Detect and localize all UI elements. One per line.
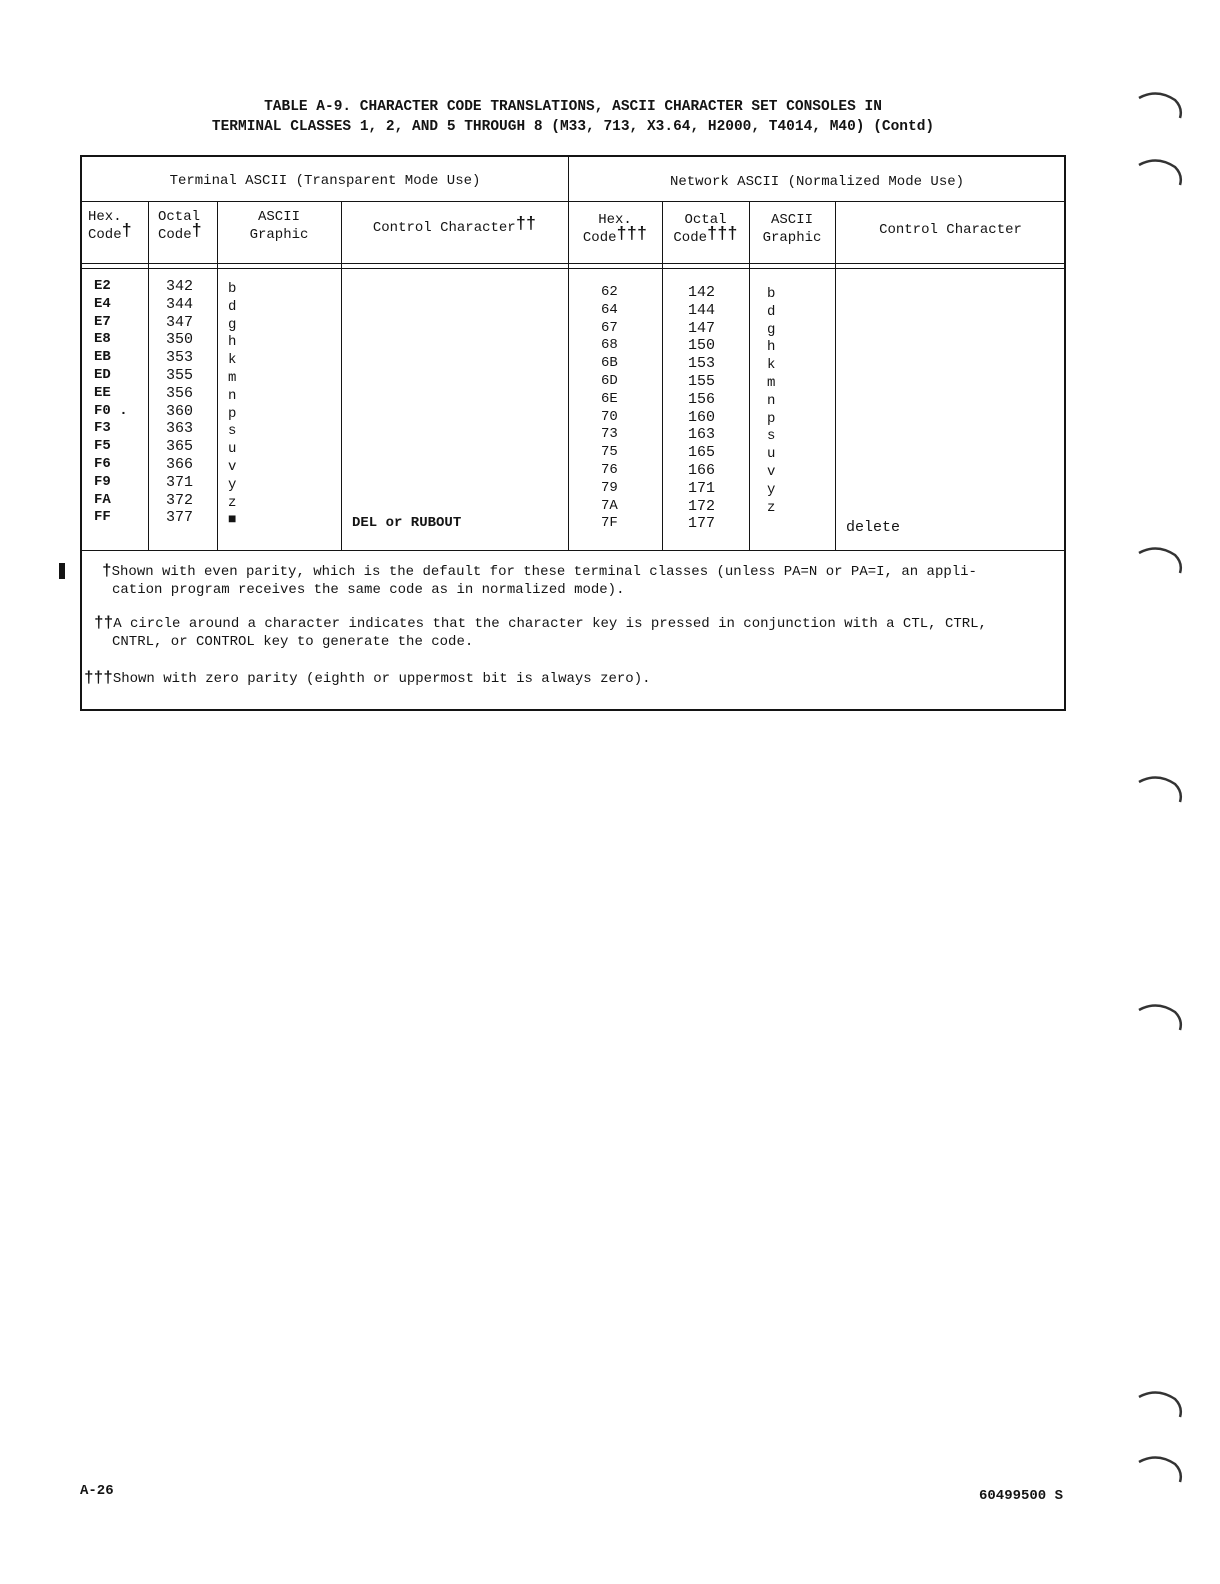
terminal-graphic-cell: k <box>228 352 237 369</box>
rule-col-6 <box>749 201 750 550</box>
group-terminal-ascii: Terminal ASCII (Transparent Mode Use) <box>169 173 481 189</box>
terminal-hex-cell: E8 <box>94 331 111 348</box>
translation-table <box>80 155 1066 711</box>
column-network-hex <box>601 284 618 533</box>
binder-hole-mark <box>1137 88 1185 122</box>
terminal-hex-cell: E7 <box>94 313 111 330</box>
terminal-graphic-cell: n <box>228 387 237 404</box>
network-octal-cell: 142 <box>688 284 716 301</box>
terminal-hex-cell: EB <box>94 349 111 366</box>
network-hex-cell: 75 <box>601 444 618 461</box>
network-graphic-cell: z <box>767 499 776 516</box>
network-octal-cell: 156 <box>688 390 716 408</box>
terminal-hex-cell: F0 . <box>94 402 128 419</box>
binder-hole-mark <box>1137 155 1185 189</box>
terminal-graphic-cell: g <box>228 316 237 333</box>
terminal-octal-cell: 366 <box>166 455 194 473</box>
terminal-octal-cell: 356 <box>166 384 194 402</box>
network-octal-cell: 144 <box>688 301 716 319</box>
column-terminal-graphic <box>228 281 236 530</box>
network-hex-cell: 6D <box>601 372 618 389</box>
rule-header-bottom <box>82 268 1064 269</box>
rule-footnotes <box>82 550 1064 551</box>
column-network-graphic <box>767 286 775 517</box>
page-number: A-26 <box>80 1483 114 1499</box>
network-hex-cell: 64 <box>601 301 618 318</box>
terminal-octal-cell: 350 <box>166 331 194 349</box>
terminal-graphic-cell: z <box>228 494 237 511</box>
terminal-octal-cell: 377 <box>166 509 194 527</box>
network-graphic-cell: v <box>767 463 776 480</box>
terminal-graphic-cell: d <box>228 298 237 315</box>
footnote-3: †††Shown with zero parity (eighth or uppermost bit is always zero). <box>84 669 651 687</box>
footnote-2: ††A circle around a character indicates that the character key is pressed in conjunction with a CTL, CTRL, CNTRL, or CONTROL key to generate the code. <box>94 614 987 650</box>
network-graphic-cell: p <box>767 410 776 427</box>
network-octal-cell: 155 <box>688 372 716 390</box>
binder-hole-mark <box>1137 772 1185 806</box>
network-octal-cell: 150 <box>688 337 716 355</box>
terminal-hex-cell: FF <box>94 509 111 526</box>
terminal-hex-cell: F5 <box>94 438 111 455</box>
network-graphic-cell: b <box>767 286 776 302</box>
terminal-octal-cell: 342 <box>166 278 194 295</box>
network-graphic-cell: k <box>767 357 776 374</box>
rule-col-5 <box>662 201 663 550</box>
network-graphic-cell: h <box>767 339 776 356</box>
terminal-octal-cell: 365 <box>166 438 194 456</box>
network-graphic-cell: g <box>767 321 776 338</box>
title-line-2: TERMINAL CLASSES 1, 2, AND 5 THROUGH 8 (M33, 713, X3.64, H2000, T4014, M40) (Contd) <box>211 119 935 135</box>
header-terminal-octal: Octal Code† <box>158 209 202 243</box>
binder-hole-mark <box>1137 1452 1185 1486</box>
terminal-hex-cell: FA <box>94 491 111 508</box>
network-octal-cell: 172 <box>688 497 716 515</box>
header-network-octal: Octal Code††† <box>673 212 738 246</box>
network-hex-cell: 6E <box>601 390 618 407</box>
terminal-graphic-cell: h <box>228 334 237 351</box>
network-graphic-cell: d <box>767 303 776 320</box>
terminal-control-del: DEL or RUBOUT <box>352 515 462 531</box>
terminal-graphic-cell: b <box>228 281 237 297</box>
terminal-graphic-cell: m <box>228 369 237 386</box>
network-hex-cell: 67 <box>601 319 618 336</box>
network-graphic-cell: s <box>767 428 776 445</box>
terminal-graphic-cell: u <box>228 441 237 458</box>
header-terminal-graphic: ASCII Graphic <box>249 209 309 243</box>
binder-hole-mark <box>1137 1387 1185 1421</box>
terminal-octal-cell: 353 <box>166 349 194 367</box>
terminal-hex-cell: E2 <box>94 278 111 294</box>
network-graphic-cell: m <box>767 374 776 391</box>
column-terminal-hex <box>94 278 128 527</box>
network-graphic-cell: u <box>767 446 776 463</box>
rule-col-7 <box>835 201 836 550</box>
terminal-hex-cell: E4 <box>94 295 111 312</box>
network-hex-cell: 68 <box>601 337 618 354</box>
network-hex-cell: 62 <box>601 284 618 300</box>
terminal-hex-cell: F6 <box>94 455 111 472</box>
network-octal-cell: 177 <box>688 515 716 533</box>
column-network-octal <box>688 284 715 533</box>
document-id: 60499500 S <box>979 1488 1064 1504</box>
group-network-ascii: Network ASCII (Normalized Mode Use) <box>669 174 965 190</box>
binder-hole-mark <box>1137 543 1185 577</box>
rule-header-top <box>82 263 1064 264</box>
rule-col-1 <box>148 201 149 550</box>
network-hex-cell: 6B <box>601 355 618 372</box>
terminal-graphic-cell: v <box>228 458 237 475</box>
terminal-octal-cell: 355 <box>166 366 194 384</box>
rule-col-3 <box>341 201 342 550</box>
network-octal-cell: 171 <box>688 479 716 497</box>
header-terminal-control: Control Character†† <box>372 215 537 236</box>
rule-col-2 <box>217 201 218 550</box>
change-bar <box>59 563 65 579</box>
title-line-1: TABLE A-9. CHARACTER CODE TRANSLATIONS, ASCII CHARACTER SET CONSOLES IN <box>264 99 882 115</box>
terminal-octal-cell: 360 <box>166 402 194 420</box>
terminal-octal-cell: 363 <box>166 420 194 438</box>
network-graphic-cell: n <box>767 392 776 409</box>
terminal-octal-cell: 347 <box>166 313 194 331</box>
terminal-octal-cell: 371 <box>166 473 194 491</box>
binder-hole-mark <box>1137 1000 1185 1034</box>
footnote-1: †Shown with even parity, which is the default for these terminal classes (unless PA=N or PA=I, an appli- cation program receives the same code as in normalized mode). <box>102 562 977 598</box>
terminal-hex-cell: ED <box>94 366 111 383</box>
terminal-hex-cell: F9 <box>94 473 111 490</box>
rule-group-header <box>82 201 1064 202</box>
terminal-octal-cell: 344 <box>166 295 194 313</box>
header-terminal-hex: Hex. Code† <box>88 209 132 243</box>
header-network-hex: Hex. Code††† <box>582 212 648 246</box>
header-network-graphic: ASCII Graphic <box>762 212 822 246</box>
network-octal-cell: 160 <box>688 408 716 426</box>
network-octal-cell: 165 <box>688 444 716 462</box>
network-hex-cell: 76 <box>601 461 618 478</box>
network-octal-cell: 153 <box>688 355 716 373</box>
network-octal-cell: 166 <box>688 461 716 479</box>
terminal-graphic-cell: ■ <box>228 512 237 529</box>
network-graphic-cell: y <box>767 481 776 498</box>
network-hex-cell: 79 <box>601 479 618 496</box>
network-octal-cell: 147 <box>688 319 716 337</box>
network-hex-cell: 70 <box>601 408 618 425</box>
terminal-graphic-cell: y <box>228 476 237 493</box>
terminal-octal-cell: 372 <box>166 491 194 509</box>
network-hex-cell: 73 <box>601 426 618 443</box>
header-network-control: Control Character <box>879 222 1022 238</box>
network-hex-cell: 7A <box>601 497 618 514</box>
terminal-graphic-cell: p <box>228 405 237 422</box>
terminal-hex-cell: F3 <box>94 420 111 437</box>
table-title <box>80 97 1066 137</box>
terminal-hex-cell: EE <box>94 384 111 401</box>
network-control-delete: delete <box>846 519 901 536</box>
network-hex-cell: 7F <box>601 515 618 532</box>
column-terminal-octal <box>166 278 193 527</box>
network-octal-cell: 163 <box>688 426 716 444</box>
terminal-graphic-cell: s <box>228 423 237 440</box>
